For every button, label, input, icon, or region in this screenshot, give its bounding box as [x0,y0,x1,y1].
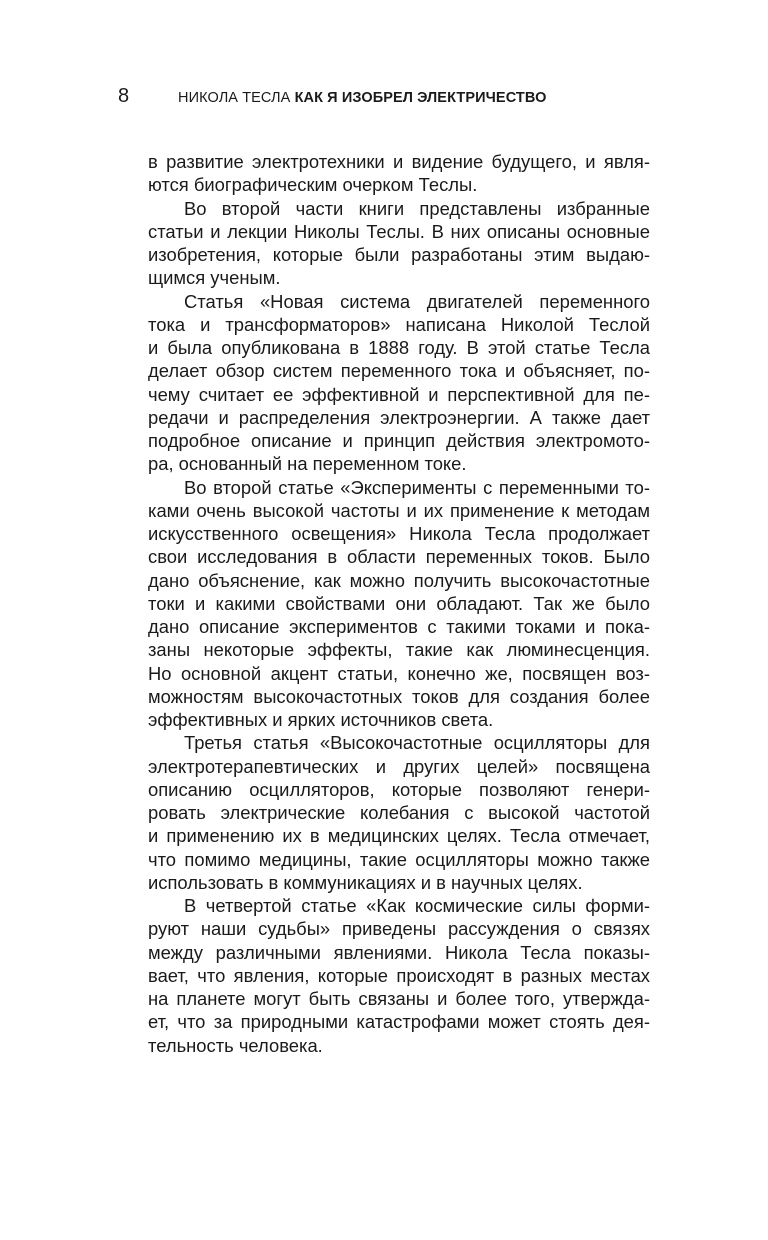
text-line: чему считает ее эффективной и перспективной для пе- [148,383,650,405]
text-line: ками очень высокой частоты и их применение к методам [148,499,650,521]
text-line: заны некоторые эффекты, такие как люминесценция. [148,639,650,661]
text-line: и применению их в медицинских целях. Тесла отмечает, [148,825,650,847]
text-line: электротерапевтических и других целей» посвящена [148,755,650,777]
text-line: тока и трансформаторов» написана Николой Теслой [148,313,650,335]
text-line: что помимо медицины, такие осцилляторы можно также [148,848,650,870]
page-number: 8 [118,85,130,107]
text-line: эффективных и ярких источников света. [148,709,494,730]
text-line: щимся ученым. [148,267,281,289]
text-line: можностям высокочастотных токов для создания более [148,685,650,707]
text-line: Третья статья «Высокочастотные осцилляторы для [184,732,650,754]
text-line: токи и какими свойствами они обладают. Так же было [148,592,650,614]
text-line: описанию осцилляторов, которые позволяют генери- [148,778,650,800]
text-line: В четвертой статье «Как космические силы форми- [184,895,650,916]
text-line: ются биографическим очерком Теслы. [148,174,478,196]
text-line: свои исследования в области переменных токов. Было [148,546,650,568]
text-line: ровать электрические колебания с высокой частотой [148,802,650,823]
text-line: между различными явлениями. Никола Тесла показы- [148,941,650,963]
text-line: искусственного освещения» Никола Тесла продолжает [148,523,650,544]
text-line: редачи и распределения электроэнергии. А также дает [148,406,650,428]
text-line: ет, что за природными катастрофами может стоять дея- [148,1011,650,1033]
text-line: и была опубликована в 1888 году. В этой статье Тесла [148,337,650,358]
running-head-author: НИКОЛА ТЕСЛА [178,90,291,106]
text-line: Но основной акцент статьи, конечно же, посвящен воз- [148,662,650,684]
paragraph [148,150,650,197]
text-line: дано объяснение, как можно получить высокочастотные [148,569,650,591]
text-line: Во второй части книги представлены избранные [184,197,650,219]
text-line: тельность человека. [148,1034,323,1056]
body-text [148,150,650,1057]
text-line: Во второй статье «Эксперименты с переменными то- [184,476,650,498]
text-line: руют наши судьбы» приведены рассуждения о связях [148,918,650,940]
text-line: подробное описание и принцип действия электромото- [148,430,650,451]
text-line: статьи и лекции Николы Теслы. В них описаны основные [148,220,650,242]
paragraph [148,894,650,1057]
paragraph [148,476,650,732]
paragraph [148,731,650,894]
text-line: на планете могут быть связаны и более того, утвержда- [148,988,650,1009]
text-line: использовать в коммуникациях и в научных целях. [148,871,583,893]
text-line: изобретения, которые были разработаны этим выдаю- [148,244,650,265]
paragraph [148,290,650,476]
text-line: Статья «Новая система двигателей переменного [184,290,650,312]
paragraph [148,197,650,290]
running-head-title: КАК Я ИЗОБРЕЛ ЭЛЕКТРИЧЕСТВО [294,90,547,106]
text-line: в развитие электротехники и видение будущего, и явля- [148,151,650,172]
text-line: вает, что явления, которые происходят в разных местах [148,964,650,986]
running-head [178,89,546,107]
text-line: делает обзор систем переменного тока и объясняет, по- [148,360,650,382]
text-line: ра, основанный на переменном токе. [148,453,467,475]
text-line: дано описание экспериментов с такими токами и пока- [148,616,650,637]
